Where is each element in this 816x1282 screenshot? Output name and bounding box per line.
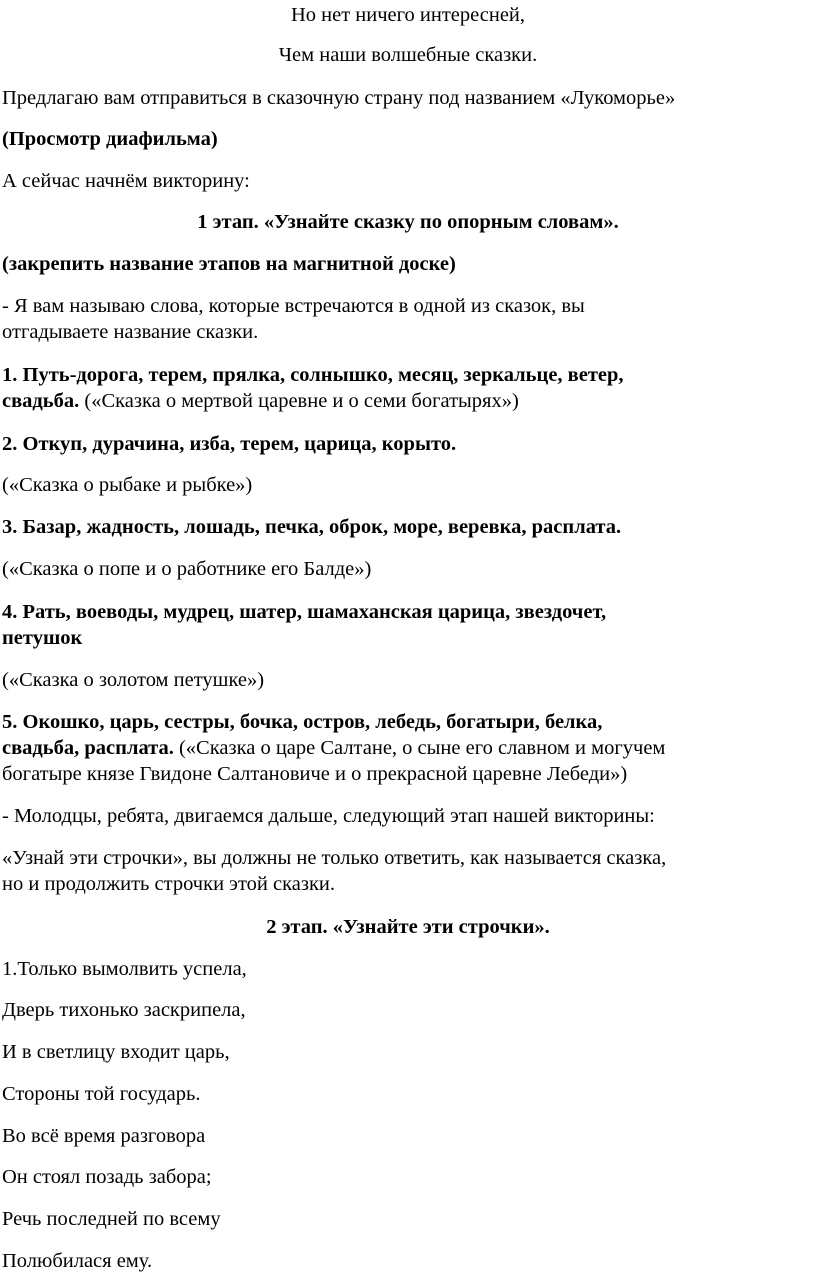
stage2-intro-line-1: «Узнай эти строчки», вы должны не только ответить, как называется сказка, xyxy=(2,847,667,869)
stage1-instruction-line-2: отгадываете название сказки. xyxy=(2,321,259,343)
item1-words-line-1: 1. Путь-дорога, терем, прялка, солнышко, месяц, зеркальце, ветер, xyxy=(2,364,624,386)
verse-line: Стороны той государь. xyxy=(2,1083,201,1105)
item4-words-line-2: петушок xyxy=(2,627,83,649)
item3-answer: («Сказка о попе и о работнике его Балде») xyxy=(2,558,372,580)
verse-line: Речь последней по всему xyxy=(2,1208,221,1230)
stage2-intro-line-2: но и продолжить строчки этой сказки. xyxy=(2,873,336,895)
item1-words-line-2: свадьба. xyxy=(2,390,80,412)
item5-answer-line-2: богатыре князе Гвидоне Салтановиче и о прекрасной царевне Лебеди») xyxy=(2,763,628,785)
verse-line: Во всё время разговора xyxy=(2,1125,206,1147)
verse-line: 1.Только вымолвить успела, xyxy=(2,958,247,980)
verse-line: Он стоял позадь забора; xyxy=(2,1166,212,1188)
stage2-title: 2 этап. «Узнайте эти строчки». xyxy=(266,916,550,938)
item1-answer: («Сказка о мертвой царевне и о семи богатырях») xyxy=(79,390,519,412)
item4-answer: («Сказка о золотом петушке») xyxy=(2,669,265,691)
item2-answer: («Сказка о рыбаке и рыбке») xyxy=(2,474,253,496)
item5-words-line-1: 5. Окошко, царь, сестры, бочка, остров, лебедь, богатыри, белка, xyxy=(2,711,603,733)
item4-words-line-1: 4. Рать, воеводы, мудрец, шатер, шамаханская царица, звездочет, xyxy=(2,601,607,623)
verse-line: Полюбилася ему. xyxy=(2,1250,153,1272)
item3-words: 3. Базар, жадность, лошадь, печка, оброк, море, веревка, расплата. xyxy=(2,516,622,538)
verse-line: Дверь тихонько заскрипела, xyxy=(2,999,246,1021)
board-note: (закрепить название этапов на магнитной доске) xyxy=(2,253,456,275)
stage1-instruction-line-1: - Я вам называю слова, которые встречаются в одной из сказок, вы xyxy=(2,295,585,317)
item5-line-2 xyxy=(2,735,665,761)
quiz-start-text: А сейчас начнём викторину: xyxy=(2,170,250,192)
intro-line-1: Но нет ничего интересней, xyxy=(290,4,526,26)
filmstrip-note: (Просмотр диафильма) xyxy=(2,128,218,150)
item5-answer-line-1: («Сказка о царе Салтане, о сыне его славном и могучем xyxy=(173,737,666,759)
intro-line-2: Чем наши волшебные сказки. xyxy=(278,44,538,66)
stage1-title: 1 этап. «Узнайте сказку по опорным словам». xyxy=(197,211,619,233)
verse-line: И в светлицу входит царь, xyxy=(2,1041,230,1063)
transition-text: - Молодцы, ребята, двигаемся дальше, следующий этап нашей викторины: xyxy=(2,805,655,827)
invite-paragraph: Предлагаю вам отправиться в сказочную страну под названием «Лукоморье» xyxy=(2,87,676,109)
item5-words-line-2: свадьба, расплата. xyxy=(2,737,174,759)
item1-line-2 xyxy=(2,388,519,414)
item2-words: 2. Откуп, дурачина, изба, терем, царица, корыто. xyxy=(2,433,457,455)
